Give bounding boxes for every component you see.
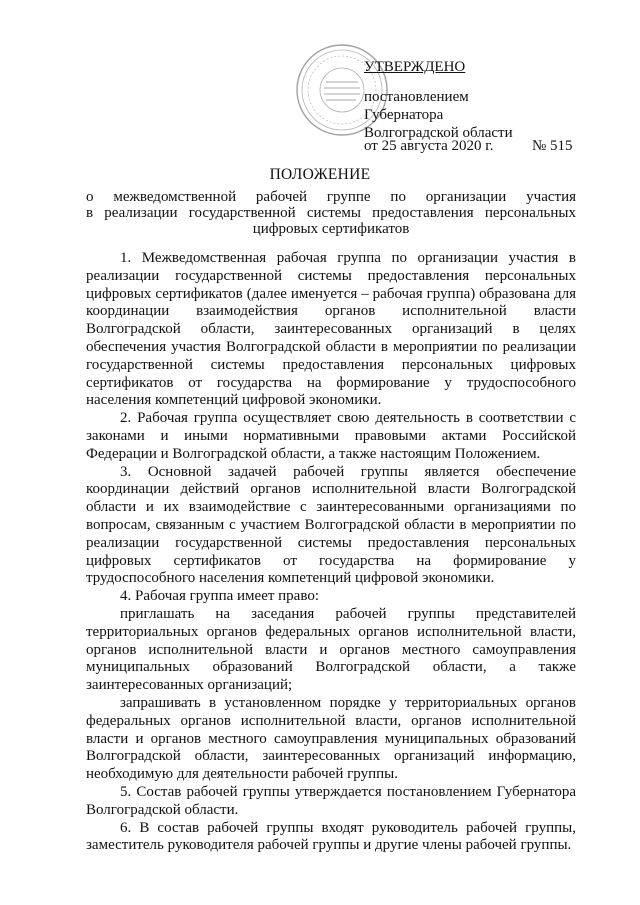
paragraph-4: 4. Рабочая группа имеет право: [120, 588, 319, 605]
approved-label: УТВЕРЖДЕНО [364, 59, 466, 75]
approval-line-2: Губернатора [364, 107, 444, 123]
document-subtitle [86, 189, 576, 237]
document-number: № 515 [532, 138, 573, 154]
paragraph-5: 5. Состав рабочей группы утверждается постановлением Губернатора Волгоградской области. [86, 783, 576, 818]
paragraph-4-item-2: запрашивать в установленном порядке у территориальных органов федеральных органов исполнительной власти, органов исполнительной власти и органов местного самоуправления муниципальных образований Волгоградской области, заинтересованных организаций информацию, необходимую для деятельности рабочей группы. [86, 694, 576, 783]
subtitle-line-1: о межведомственной рабочей группе по организации участия [86, 189, 576, 205]
subtitle-line-3: цифровых сертификатов [252, 221, 410, 237]
document-body [86, 250, 576, 855]
paragraph-1: 1. Межведомственная рабочая группа по организации участия в реализации государственной системы предоставления персональных цифровых сертификатов (далее именуется – рабочая группа) образована для координации взаимодействия органов исполнительной власти Волгоградской области, заинтересованных организаций в целях обеспечения участия Волгоградской области в мероприятии по реализации государственной системы предоставления персональных цифровых сертификатов от государства на формирование у трудоспособного населения компетенций цифровой экономики. [86, 250, 576, 409]
approval-line-3: Волгоградской области [364, 125, 513, 141]
approval-date: от 25 августа 2020 г. [364, 138, 494, 154]
paragraph-6: 6. В состав рабочей группы входят руководитель рабочей группы, заместитель руководителя рабочей группы и другие члены рабочей группы. [86, 819, 576, 854]
paragraph-2: 2. Рабочая группа осуществляет свою деятельность в соответствии с законами и иными нормативными правовыми актами Российской Федерации и Волгоградской области, а также настоящим Положением. [86, 410, 576, 462]
subtitle-line-2: в реализации государственной системы предоставления персональных [86, 205, 576, 221]
approval-line-1: постановлением [364, 89, 469, 105]
paragraph-4-item-1: приглашать на заседания рабочей группы представителей территориальных органов федеральных органов исполнительной власти, органов исполнительной власти и органов местного самоуправления муниципальных образований Волгоградской области, а также заинтересованных организаций; [86, 605, 576, 694]
approval-block [364, 58, 513, 142]
paragraph-3: 3. Основной задачей рабочей группы является обеспечение координации действий органов исполнительной власти Волгоградской области и их взаимодействие с заинтересованными организациями по вопросам, связанным с участием Волгоградской области в мероприятии по реализации государственной системы предоставления персональных цифровых сертификатов от государства на формирование у трудоспособного населения компетенций цифровой экономики. [86, 463, 576, 587]
document-title: ПОЛОЖЕНИЕ [269, 166, 371, 183]
